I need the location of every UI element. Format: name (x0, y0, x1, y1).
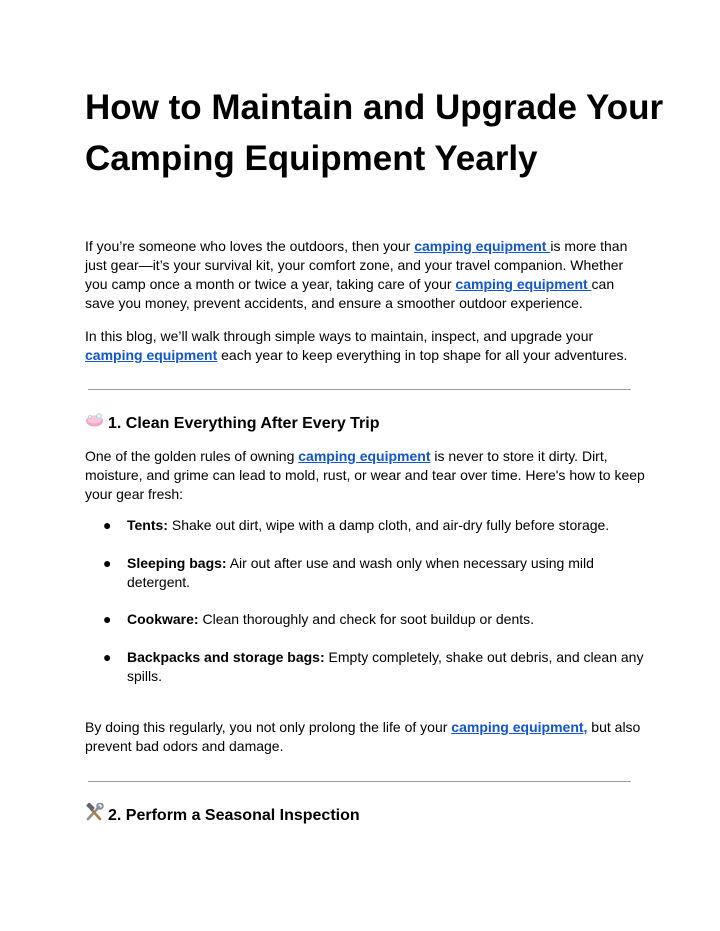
list-item-text: Clean thoroughly and check for soot buildup or dents. (198, 611, 535, 627)
bullet-dot: ● (103, 517, 112, 533)
list-item-label: Cookware: (127, 611, 199, 627)
list-item (85, 610, 645, 629)
closing-text-a: By doing this regularly, you not only prolong the life of your (85, 719, 452, 735)
camping-equipment-link[interactable]: camping equipment (85, 347, 218, 363)
list-item-label: Sleeping bags: (127, 555, 227, 571)
list-item-text: Empty completely, shake out debris, and clean any spills. (127, 649, 644, 684)
page-title: How to Maintain and Upgrade Your Camping Equipment Yearly (85, 88, 664, 178)
section-1-closing-paragraph (85, 718, 645, 756)
section-1-text-b: is never to store it dirty. Dirt, moisture, and grime can lead to mold, rust, or wear and tear over time. Here's how to keep your gear fresh: (85, 448, 645, 502)
camping-equipment-link[interactable]: camping equipment (455, 276, 592, 292)
hammer-and-wrench-icon (85, 803, 104, 828)
list-item (85, 516, 645, 535)
section-1-text-a: One of the golden rules of owning (85, 448, 299, 464)
bullet-dot: ● (103, 555, 112, 571)
cleaning-tips-list (85, 516, 645, 686)
section-2-heading-text: 2. Perform a Seasonal Inspection (108, 806, 360, 824)
section-divider (88, 781, 631, 782)
bullet-dot: ● (103, 611, 112, 627)
list-item-text: Shake out dirt, wipe with a damp cloth, and air-dry fully before storage. (167, 517, 610, 533)
soap-icon (85, 412, 104, 435)
intro-text-e: each year to keep everything in top shape for all your adventures. (217, 347, 628, 363)
section-divider (88, 389, 631, 390)
section-2-heading (85, 803, 360, 828)
section-1-paragraph (85, 447, 645, 504)
intro-paragraph-2 (85, 327, 645, 365)
bullet-dot: ● (103, 649, 112, 665)
closing-text-b: but also prevent bad odors and damage. (85, 719, 641, 754)
intro-paragraph-1 (85, 237, 645, 313)
list-item-label: Tents: (127, 517, 168, 533)
intro-text-c: can save you money, prevent accidents, and ensure a smoother outdoor experience. (85, 276, 615, 311)
intro-text-b: is more than just gear—it’s your survival kit, your comfort zone, and your travel companion. Whether you camp once a month or twice a year, taking care of your (85, 238, 628, 292)
camping-equipment-link[interactable]: camping equipment, (451, 719, 588, 735)
section-1-heading-text: 1. Clean Everything After Every Trip (108, 414, 380, 432)
intro-text-d: In this blog, we’ll walk through simple ways to maintain, inspect, and upgrade your (85, 328, 594, 344)
list-item-label: Backpacks and storage bags: (127, 649, 325, 665)
camping-equipment-link[interactable]: camping equipment (414, 238, 551, 254)
list-item (85, 648, 645, 686)
intro-text-a: If you’re someone who loves the outdoors, then your (85, 238, 415, 254)
camping-equipment-link[interactable]: camping equipment (298, 448, 431, 464)
section-1-heading (85, 412, 380, 435)
list-item (85, 554, 645, 592)
list-item-text: Air out after use and wash only when necessary using mild detergent. (127, 555, 594, 590)
